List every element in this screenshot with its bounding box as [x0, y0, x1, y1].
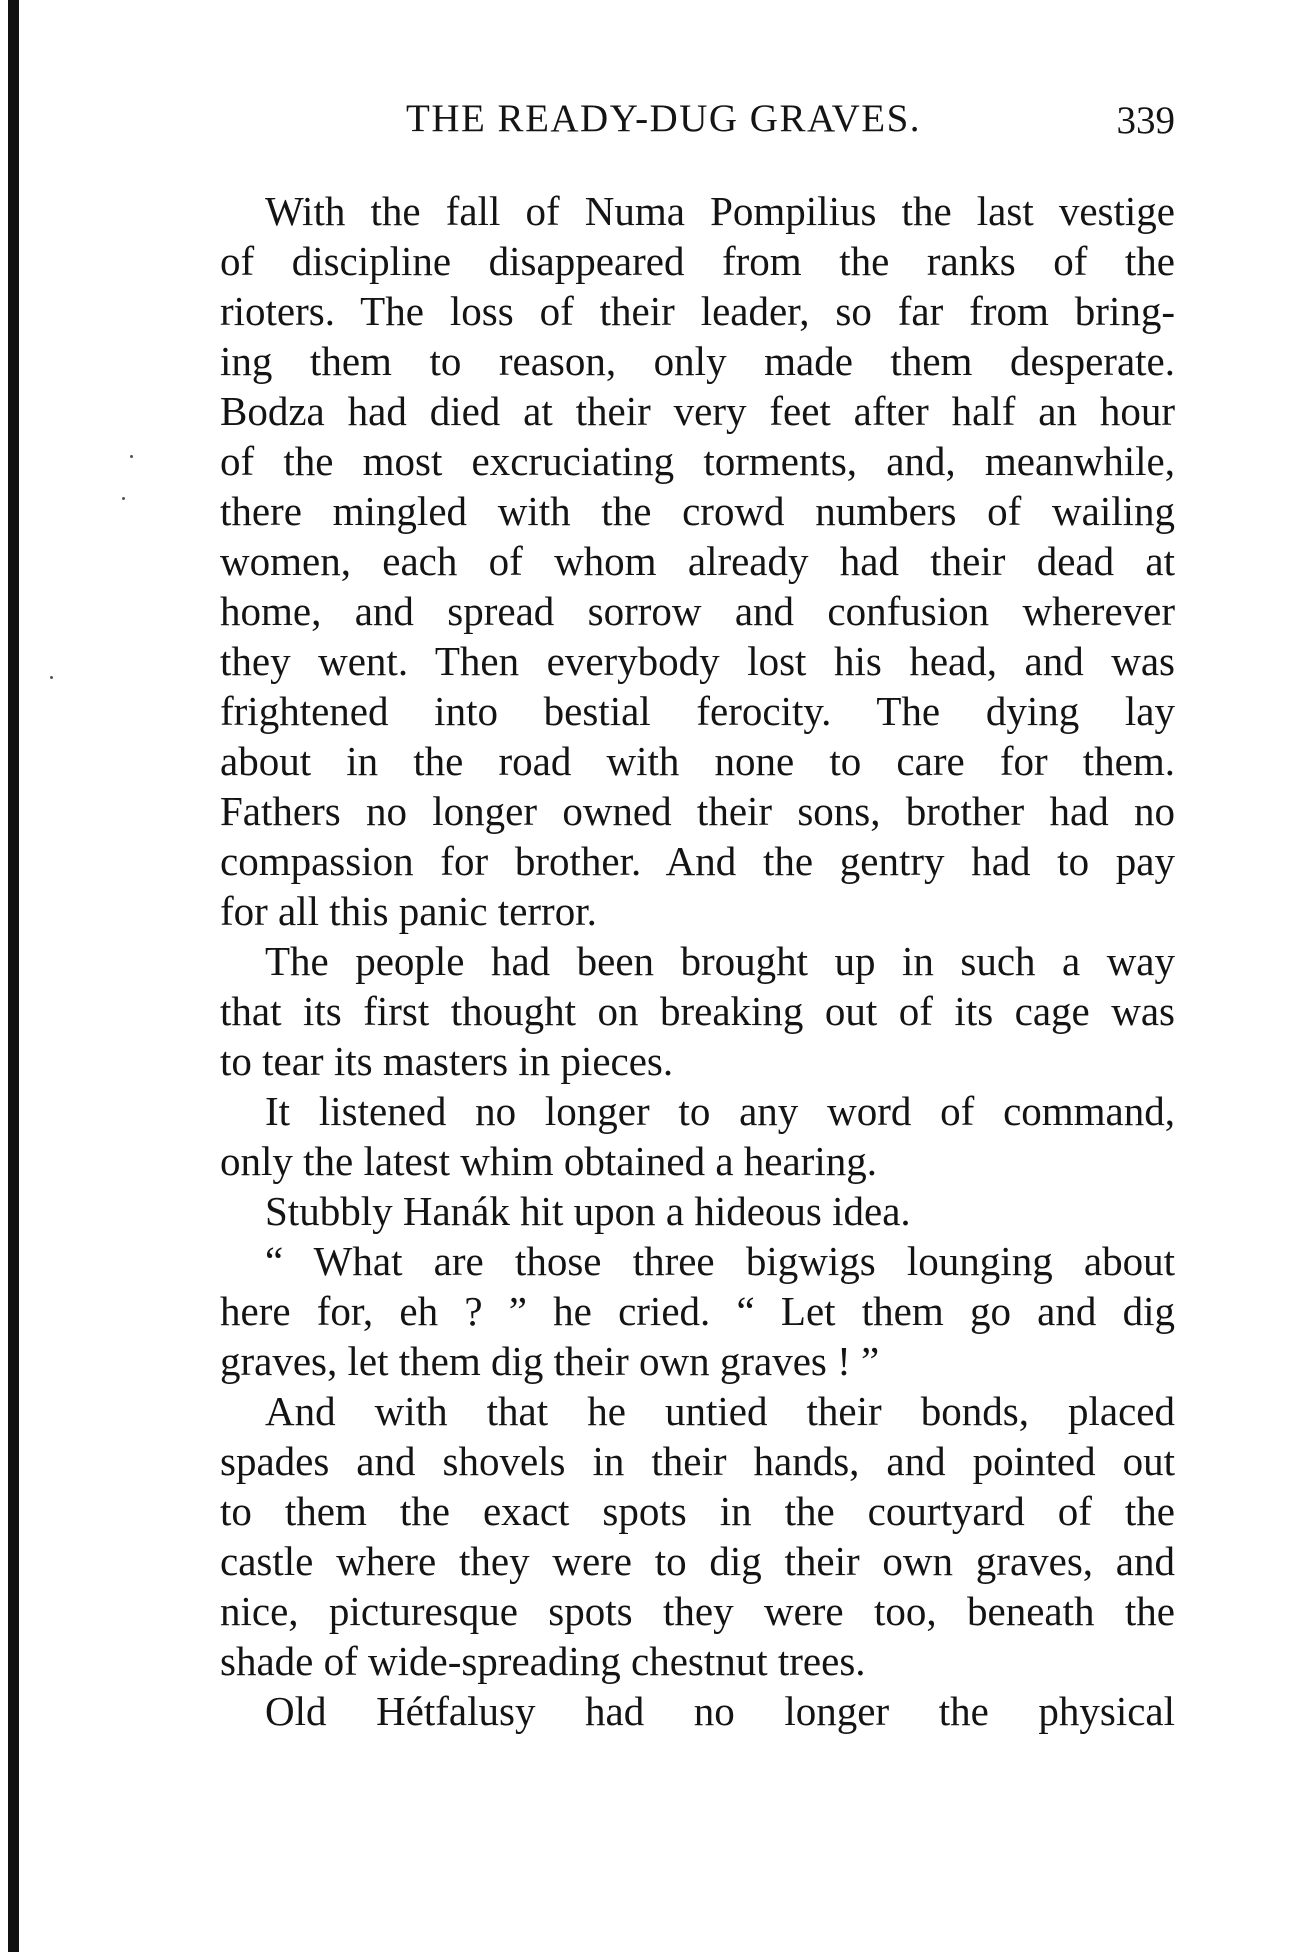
paragraph	[220, 1186, 1175, 1236]
page-header	[220, 96, 1175, 156]
text-line: Old Hétfalusy had no longer the physical	[265, 1688, 1175, 1734]
text-line: “ What are those three bigwigs lounging about	[265, 1238, 1175, 1284]
paragraph	[220, 1236, 1175, 1386]
paragraph	[220, 1086, 1175, 1186]
text-line: frightened into bestial ferocity. The dying lay	[220, 688, 1175, 734]
text-line: compassion for brother. And the gentry had to pay	[220, 838, 1175, 884]
text-line: Stubbly Hanák hit upon a hideous idea.	[265, 1188, 911, 1234]
paper-speck	[50, 676, 53, 679]
text-line: With the fall of Numa Pompilius the last vestige	[265, 188, 1175, 234]
text-line: of the most excruciating torments, and, meanwhile,	[220, 438, 1175, 484]
text-line: to them the exact spots in the courtyard of the	[220, 1488, 1175, 1534]
text-line: here for, eh ? ” he cried. “ Let them go and dig	[220, 1288, 1175, 1334]
text-line: ing them to reason, only made them desperate.	[220, 338, 1175, 384]
text-line: for all this panic terror.	[220, 888, 597, 934]
text-line: Bodza had died at their very feet after half an hour	[220, 388, 1175, 434]
text-line: home, and spread sorrow and confusion wherever	[220, 588, 1175, 634]
page-number: 339	[1116, 99, 1175, 142]
body-text	[220, 186, 1175, 1736]
text-line: that its first thought on breaking out of its cage was	[220, 988, 1175, 1034]
paragraph	[220, 1686, 1175, 1736]
text-line: And with that he untied their bonds, placed	[265, 1388, 1175, 1434]
text-line: graves, let them dig their own graves ! ”	[220, 1338, 880, 1384]
text-line: Fathers no longer owned their sons, brother had no	[220, 788, 1175, 834]
text-line: they went. Then everybody lost his head, and was	[220, 638, 1175, 684]
paragraph	[220, 186, 1175, 936]
text-line: there mingled with the crowd numbers of wailing	[220, 488, 1175, 534]
page-binding-edge	[8, 0, 19, 1952]
paper-speck	[130, 455, 133, 458]
text-line: castle where they were to dig their own graves, and	[220, 1538, 1175, 1584]
text-line: It listened no longer to any word of command,	[265, 1088, 1175, 1134]
text-line: shade of wide-spreading chestnut trees.	[220, 1638, 866, 1684]
text-line: rioters. The loss of their leader, so far from bring-	[220, 288, 1175, 334]
paper-speck	[122, 497, 125, 500]
text-line: women, each of whom already had their dead at	[220, 538, 1175, 584]
text-line: of discipline disappeared from the ranks of the	[220, 238, 1175, 284]
text-line: spades and shovels in their hands, and pointed out	[220, 1438, 1175, 1484]
text-line: to tear its masters in pieces.	[220, 1038, 674, 1084]
paragraph	[220, 1386, 1175, 1686]
text-line: nice, picturesque spots they were too, beneath the	[220, 1588, 1175, 1634]
text-line: The people had been brought up in such a way	[265, 938, 1175, 984]
text-line: about in the road with none to care for them.	[220, 738, 1175, 784]
text-line: only the latest whim obtained a hearing.	[220, 1138, 877, 1184]
running-head: THE READY-DUG GRAVES.	[406, 97, 922, 140]
paragraph	[220, 936, 1175, 1086]
